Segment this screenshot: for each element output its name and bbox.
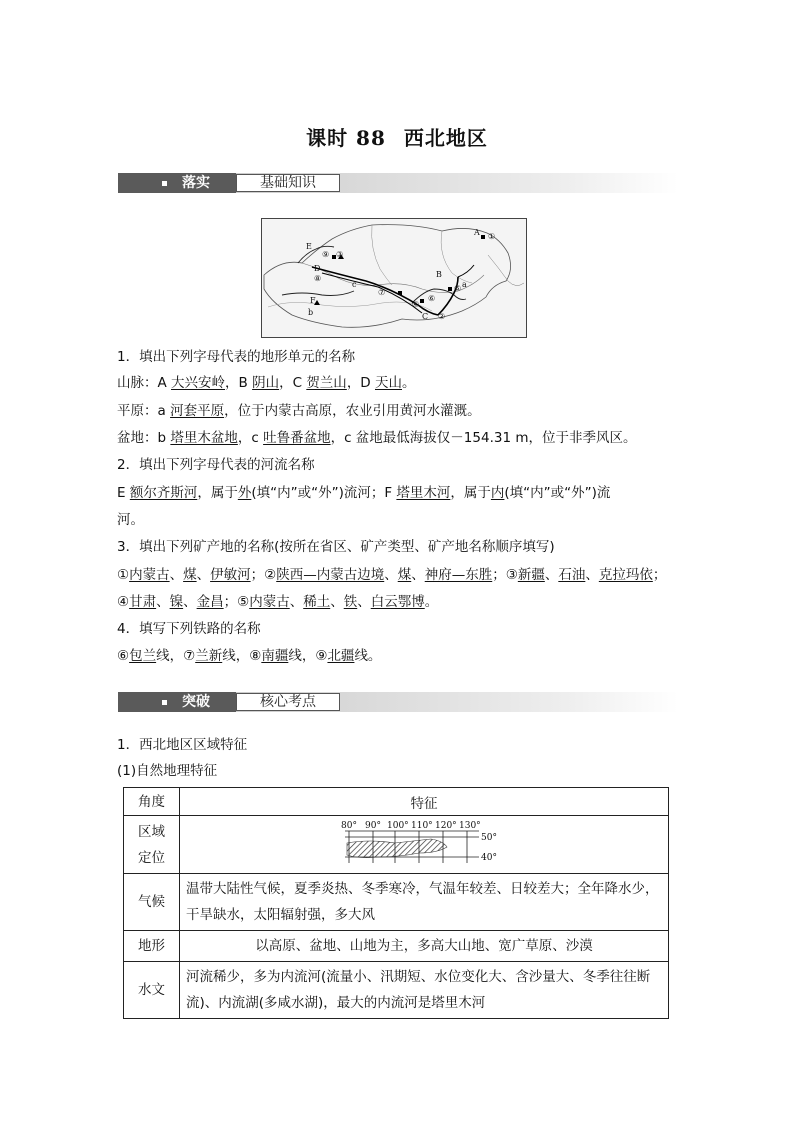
region-locator-diagram xyxy=(180,816,669,874)
natural-features-table xyxy=(123,787,669,1019)
svg-text:A: A xyxy=(474,228,480,237)
section-tag-dark: 落实 xyxy=(118,173,236,193)
svg-text:②: ② xyxy=(438,312,446,321)
table-row-value: 温带大陆性气候，夏季炎热、冬季寒冷，气温年较差、日较差大；全年降水少，干旱缺水，太阳辐射强，多大风 xyxy=(180,874,669,931)
table-row-label: 气候 xyxy=(124,874,180,931)
q1-mountains: 山脉：A 大兴安岭，B 阴山，C 贺兰山，D 天山。 xyxy=(117,375,416,391)
q3-heading: 3．填出下列矿产地的名称(按所在省区、矿产类型、矿产地名称顺序填写) xyxy=(117,539,555,555)
q3-line1: ①内蒙古、煤、伊敏河；②陕西—内蒙古边境、煤、神府—东胜；③新疆、石油、克拉玛依； xyxy=(117,567,667,583)
lesson-number: 课时 88 xyxy=(306,126,386,150)
q1-plain: 平原：a 河套平原，位于内蒙古高原，农业引用黄河水灌溉。 xyxy=(117,403,481,419)
core-heading: 1．西北地区区域特征 xyxy=(117,737,248,753)
section-bar-basic xyxy=(118,173,678,193)
svg-text:c: c xyxy=(352,280,357,289)
svg-text:B: B xyxy=(436,270,442,279)
svg-text:F: F xyxy=(310,296,316,305)
section-bar-core xyxy=(118,692,678,712)
section-tag-dark: 突破 xyxy=(118,692,236,712)
table-row-value: 河流稀少，多为内流河(流量小、汛期短、水位变化大、含沙量大、冬季往往断流)、内流湖(多咸水湖)，最大的内流河是塔里木河 xyxy=(180,962,669,1019)
table-header-row xyxy=(124,788,669,816)
page-title xyxy=(0,122,794,151)
northwest-map xyxy=(261,218,527,338)
q2-line2: 河。 xyxy=(117,512,144,528)
table-row xyxy=(124,962,669,1019)
table-row-label: 区域 定位 xyxy=(124,816,180,874)
svg-text:⑥: ⑥ xyxy=(428,294,436,303)
table-row-value: 以高原、盆地、山地为主，多高大山地、宽广草原、沙漠 xyxy=(180,931,669,962)
table-header-cell: 特征 xyxy=(180,788,669,816)
table-row-label: 地形 xyxy=(124,931,180,962)
table-row-label: 水文 xyxy=(124,962,180,1019)
svg-text:⑦: ⑦ xyxy=(378,288,386,297)
svg-text:③: ③ xyxy=(336,250,344,259)
core-subheading: (1)自然地理特征 xyxy=(117,763,218,779)
svg-text:④: ④ xyxy=(412,300,420,309)
q2-heading: 2．填出下列字母代表的河流名称 xyxy=(117,457,315,473)
section-tag-light: 基础知识 xyxy=(236,174,340,192)
lat-label: 50° xyxy=(481,832,497,843)
q3-line2: ④甘肃、镍、金昌；⑤内蒙古、稀土、铁、白云鄂博。 xyxy=(117,594,439,610)
lon-label: 100° xyxy=(387,820,409,831)
table-row xyxy=(124,931,669,962)
svg-text:⑨: ⑨ xyxy=(322,250,330,259)
lon-label: 110° xyxy=(411,820,433,831)
svg-text:C: C xyxy=(422,312,429,321)
table-header-cell: 角度 xyxy=(124,788,180,816)
lesson-name: 西北地区 xyxy=(403,126,488,150)
lon-label: 80° xyxy=(341,820,357,831)
table-row xyxy=(124,874,669,931)
svg-text:b: b xyxy=(308,308,314,317)
section-tag-light: 核心考点 xyxy=(236,693,340,711)
lon-label: 120° xyxy=(435,820,457,831)
q4-railways: ⑥包兰线，⑦兰新线，⑧南疆线，⑨北疆线。 xyxy=(117,648,382,664)
svg-text:a: a xyxy=(462,280,467,289)
svg-text:①: ① xyxy=(488,232,496,241)
lat-label: 40° xyxy=(481,852,497,863)
q4-heading: 4．填写下列铁路的名称 xyxy=(117,621,261,637)
lon-label: 130° xyxy=(459,820,481,831)
svg-text:⑧: ⑧ xyxy=(314,274,322,283)
table-row xyxy=(124,816,669,874)
q1-heading: 1．填出下列字母代表的地形单元的名称 xyxy=(117,349,356,365)
svg-text:⑤: ⑤ xyxy=(454,284,462,293)
svg-text:D: D xyxy=(314,264,321,273)
q2-line1: E 额尔齐斯河，属于外(填“内”或“外”)流河；F 塔里木河，属于内(填“内”或“外”)流 xyxy=(117,485,611,501)
q1-basin: 盆地：b 塔里木盆地，c 吐鲁番盆地，c 盆地最低海拔仅－154.31 m，位于非季风区。 xyxy=(117,430,637,446)
svg-text:E: E xyxy=(306,242,312,251)
lon-label: 90° xyxy=(365,820,381,831)
